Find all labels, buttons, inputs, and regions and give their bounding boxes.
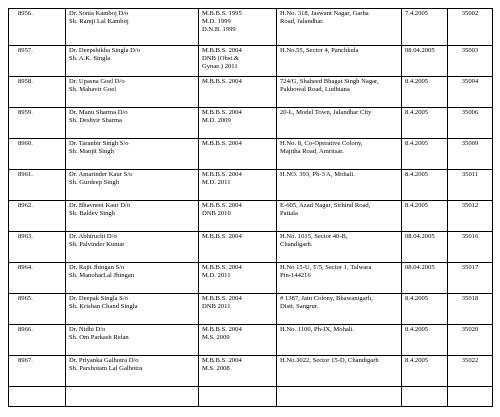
doctor-name-cell	[66, 77, 199, 108]
table-row	[9, 139, 493, 170]
serial-number-cell: 8958.	[9, 77, 66, 108]
address-line: E-605, Azad Nagar, Sirhind Road,	[280, 202, 371, 209]
address-cell	[277, 356, 402, 387]
doctor-name-cell	[66, 108, 199, 139]
table-row	[9, 325, 493, 356]
address-cell	[277, 46, 402, 77]
registration-date-cell: 8.4.2005	[402, 170, 448, 201]
address-line: H.No. 8, Co-Operative Colony,	[280, 140, 363, 147]
registration-number-cell: 35020	[448, 325, 493, 356]
registration-number-cell: 35006	[448, 108, 493, 139]
qualification-cell	[199, 294, 277, 325]
qualification-line: M.B.B.S. 1995	[202, 10, 242, 17]
address-line: H.NO. 393, Ph-3 A, Mohali.	[280, 171, 355, 178]
registration-number-cell: 35017	[448, 263, 493, 294]
registration-date-cell: 8.4.2005	[402, 325, 448, 356]
serial-number-cell: 8961.	[9, 170, 66, 201]
address-line: H.No.55, Sector 4, Panchkula	[280, 47, 359, 54]
doctor-name-cell	[66, 294, 199, 325]
table-row	[9, 77, 493, 108]
qualification-cell	[199, 139, 277, 170]
registration-number-cell: 35022	[448, 356, 493, 387]
doctor-name-line: Dr. Abhiruchi D/o	[69, 233, 117, 240]
table-row	[9, 356, 493, 387]
serial-number-cell: 8957.	[9, 46, 66, 77]
doctor-name-line: Dr. Upasna Goel D/o	[69, 78, 125, 85]
doctor-name-cell	[66, 387, 199, 407]
doctor-name-cell	[66, 263, 199, 294]
registration-number-cell	[448, 387, 493, 407]
address-line: H.No.3022, Sector 15-D, Chandigarh	[280, 357, 379, 364]
register-table	[8, 8, 493, 407]
doctor-name-line: Sh. Deshvir Sharma	[69, 117, 122, 124]
serial-number-cell: 8967.	[9, 356, 66, 387]
doctor-name-line: Dr. Taranbir Singh S/o	[69, 140, 129, 147]
qualification-line: M.B.B.S. 2004	[202, 47, 242, 54]
registration-number-cell: 35009	[448, 139, 493, 170]
address-line: Pin-144216	[280, 272, 311, 279]
qualification-cell	[199, 108, 277, 139]
address-cell	[277, 201, 402, 232]
address-line: 20-L, Model Town, Jalandhar City	[280, 109, 372, 116]
doctor-name-cell	[66, 46, 199, 77]
doctor-name-line: Dr. Deepak Singla S/o	[69, 295, 128, 302]
doctor-name-line: Dr. Nidhi D/o	[69, 326, 106, 333]
address-cell	[277, 294, 402, 325]
serial-number-cell: 8962.	[9, 201, 66, 232]
address-line: H.No. 318, Jaswant Nagar, Garha	[280, 10, 369, 17]
qualification-line: M.B.B.S. 2004	[202, 202, 242, 209]
qualification-cell	[199, 387, 277, 407]
doctor-name-line: Dr. Rajit Jhingan S/o	[69, 264, 125, 271]
serial-number-cell: 8956.	[9, 9, 66, 46]
address-line: # 1387, Jain Colony, Bhawanigarh,	[280, 295, 373, 302]
registration-number-cell: 35018	[448, 294, 493, 325]
qualification-cell	[199, 9, 277, 46]
registration-date-cell: 8.4.2005	[402, 294, 448, 325]
doctor-name-cell	[66, 325, 199, 356]
qualification-line: Gynae.) 2011	[202, 63, 238, 70]
qualification-cell	[199, 232, 277, 263]
registration-date-cell: 8.4.2005	[402, 108, 448, 139]
address-cell	[277, 9, 402, 46]
table-row	[9, 294, 493, 325]
address-line: H.No. 1100, Ph-IX, Mohali.	[280, 326, 355, 333]
qualification-line: M.B.B.S. 2004	[202, 140, 242, 147]
qualification-line: M.D. 1999	[202, 18, 231, 25]
registration-date-cell: 8.4.2005	[402, 77, 448, 108]
address-cell	[277, 139, 402, 170]
doctor-name-line: Sh. Ramji Lal Kamboj	[69, 18, 129, 25]
registration-date-cell: 8.4.2005	[402, 356, 448, 387]
serial-number-cell: 8963.	[9, 232, 66, 263]
qualification-cell	[199, 356, 277, 387]
doctor-name-line: Dr. Priyanka Galhotra D/o	[69, 357, 139, 364]
registration-number-cell: 35011	[448, 170, 493, 201]
serial-number-cell: 8965.	[9, 294, 66, 325]
address-line: Pakhowal Road, Ludhiana	[280, 86, 350, 93]
address-cell	[277, 232, 402, 263]
registration-date-cell: 7.4.2005	[402, 9, 448, 46]
registration-date-cell: 08.04.2005	[402, 263, 448, 294]
registration-date-cell	[402, 387, 448, 407]
table-row	[9, 232, 493, 263]
registration-number-cell: 35004	[448, 77, 493, 108]
qualification-line: M.D. 2009	[202, 117, 231, 124]
table-row	[9, 46, 493, 77]
qualification-line: DNB (Obst.&	[202, 55, 239, 62]
serial-number-cell: 8966.	[9, 325, 66, 356]
doctor-name-cell	[66, 170, 199, 201]
address-line: Road, Jalandhar.	[280, 18, 324, 25]
doctor-name-line: Sh. Manjit Singh	[69, 148, 114, 155]
qualification-line: M.B.B.S. 2004	[202, 171, 242, 178]
doctor-name-line: Sh. A.K. Singla	[69, 55, 111, 62]
address-line: H.No 15-U, T/5, Sector 1, Talwara	[280, 264, 372, 271]
doctor-name-line: Dr. Manu Sharma D/o	[69, 109, 128, 116]
qualification-line: M.B.B.S. 2004	[202, 357, 242, 364]
doctor-name-cell	[66, 356, 199, 387]
doctor-name-cell	[66, 201, 199, 232]
serial-number-cell: 8960.	[9, 139, 66, 170]
table-row	[9, 201, 493, 232]
doctor-name-line: Sh. ManoharLal Jhingan	[69, 272, 135, 279]
qualification-line: M.B.B.S. 2004	[202, 78, 242, 85]
table-row	[9, 108, 493, 139]
doctor-name-line: Sh. Krishan Chand Singla	[69, 303, 138, 310]
document-page	[8, 8, 492, 416]
qualification-line: D.N.B. 1999	[202, 26, 236, 33]
address-cell	[277, 325, 402, 356]
qualification-cell	[199, 170, 277, 201]
qualification-line: M.B.B.S. 2004	[202, 326, 242, 333]
registration-number-cell: 35002	[448, 9, 493, 46]
table-row	[9, 387, 493, 407]
table-row	[9, 170, 493, 201]
qualification-line: M.B.B.S. 2004	[202, 233, 242, 240]
address-line: Distt. Sangrur.	[280, 303, 319, 310]
registration-number-cell: 35016	[448, 232, 493, 263]
address-cell	[277, 387, 402, 407]
doctor-name-line: Sh. Palvinder Kumar	[69, 241, 125, 248]
qualification-line: M.B.B.S. 2004	[202, 295, 242, 302]
doctor-name-line: Dr. Sonia Kamboj D/o	[69, 10, 129, 17]
doctor-name-line: Sh. Baldev Singh	[69, 210, 115, 217]
qualification-line: M.S. 2009	[202, 334, 230, 341]
serial-number-cell	[9, 387, 66, 407]
address-line: Majitha Road, Amritsar.	[280, 148, 344, 155]
qualification-cell	[199, 201, 277, 232]
address-line: Chandigarh.	[280, 241, 313, 248]
register-table-body	[9, 9, 493, 407]
registration-date-cell: 08.04.2005	[402, 232, 448, 263]
doctor-name-line: Sh. Parshotam Lal Galhotra	[69, 365, 143, 372]
table-row	[9, 263, 493, 294]
registration-date-cell: 8.4.2005	[402, 201, 448, 232]
table-row	[9, 9, 493, 46]
qualification-line: M.B.B.S. 2004	[202, 109, 242, 116]
doctor-name-cell	[66, 9, 199, 46]
doctor-name-line: Sh. Om Parkash Relan	[69, 334, 129, 341]
registration-number-cell: 35012	[448, 201, 493, 232]
qualification-line: DNB 2011	[202, 303, 231, 310]
qualification-line: M.D. 2011	[202, 272, 231, 279]
registration-date-cell: 8.4.2005	[402, 139, 448, 170]
qualification-line: M.S. 2008	[202, 365, 230, 372]
address-line: Patiala	[280, 210, 298, 217]
address-line: H.No. 1015, Sector 40-B,	[280, 233, 348, 240]
qualification-cell	[199, 77, 277, 108]
address-cell	[277, 77, 402, 108]
doctor-name-line: Dr. Deepshikha Singla D/o	[69, 47, 141, 54]
address-line: 724/G, Shaheed Bhagat Singh Nagar,	[280, 78, 379, 85]
address-cell	[277, 170, 402, 201]
qualification-line: DNB 2010	[202, 210, 231, 217]
doctor-name-line: Dr. Amarinder Kaur S/o	[69, 171, 133, 178]
address-cell	[277, 108, 402, 139]
qualification-line: M.D. 2011	[202, 179, 231, 186]
serial-number-cell: 8959.	[9, 108, 66, 139]
qualification-cell	[199, 263, 277, 294]
doctor-name-line: Dr. Bhavneet Kaur D/o	[69, 202, 131, 209]
qualification-cell	[199, 46, 277, 77]
registration-number-cell: 35003	[448, 46, 493, 77]
qualification-line: M.B.B.S. 2004	[202, 264, 242, 271]
serial-number-cell: 8964.	[9, 263, 66, 294]
doctor-name-line: Sh. Gurdeep Singh	[69, 179, 120, 186]
address-cell	[277, 263, 402, 294]
doctor-name-cell	[66, 232, 199, 263]
qualification-cell	[199, 325, 277, 356]
registration-date-cell: 08.04.2005	[402, 46, 448, 77]
doctor-name-cell	[66, 139, 199, 170]
doctor-name-line: Sh. Mahavir Goel	[69, 86, 117, 93]
